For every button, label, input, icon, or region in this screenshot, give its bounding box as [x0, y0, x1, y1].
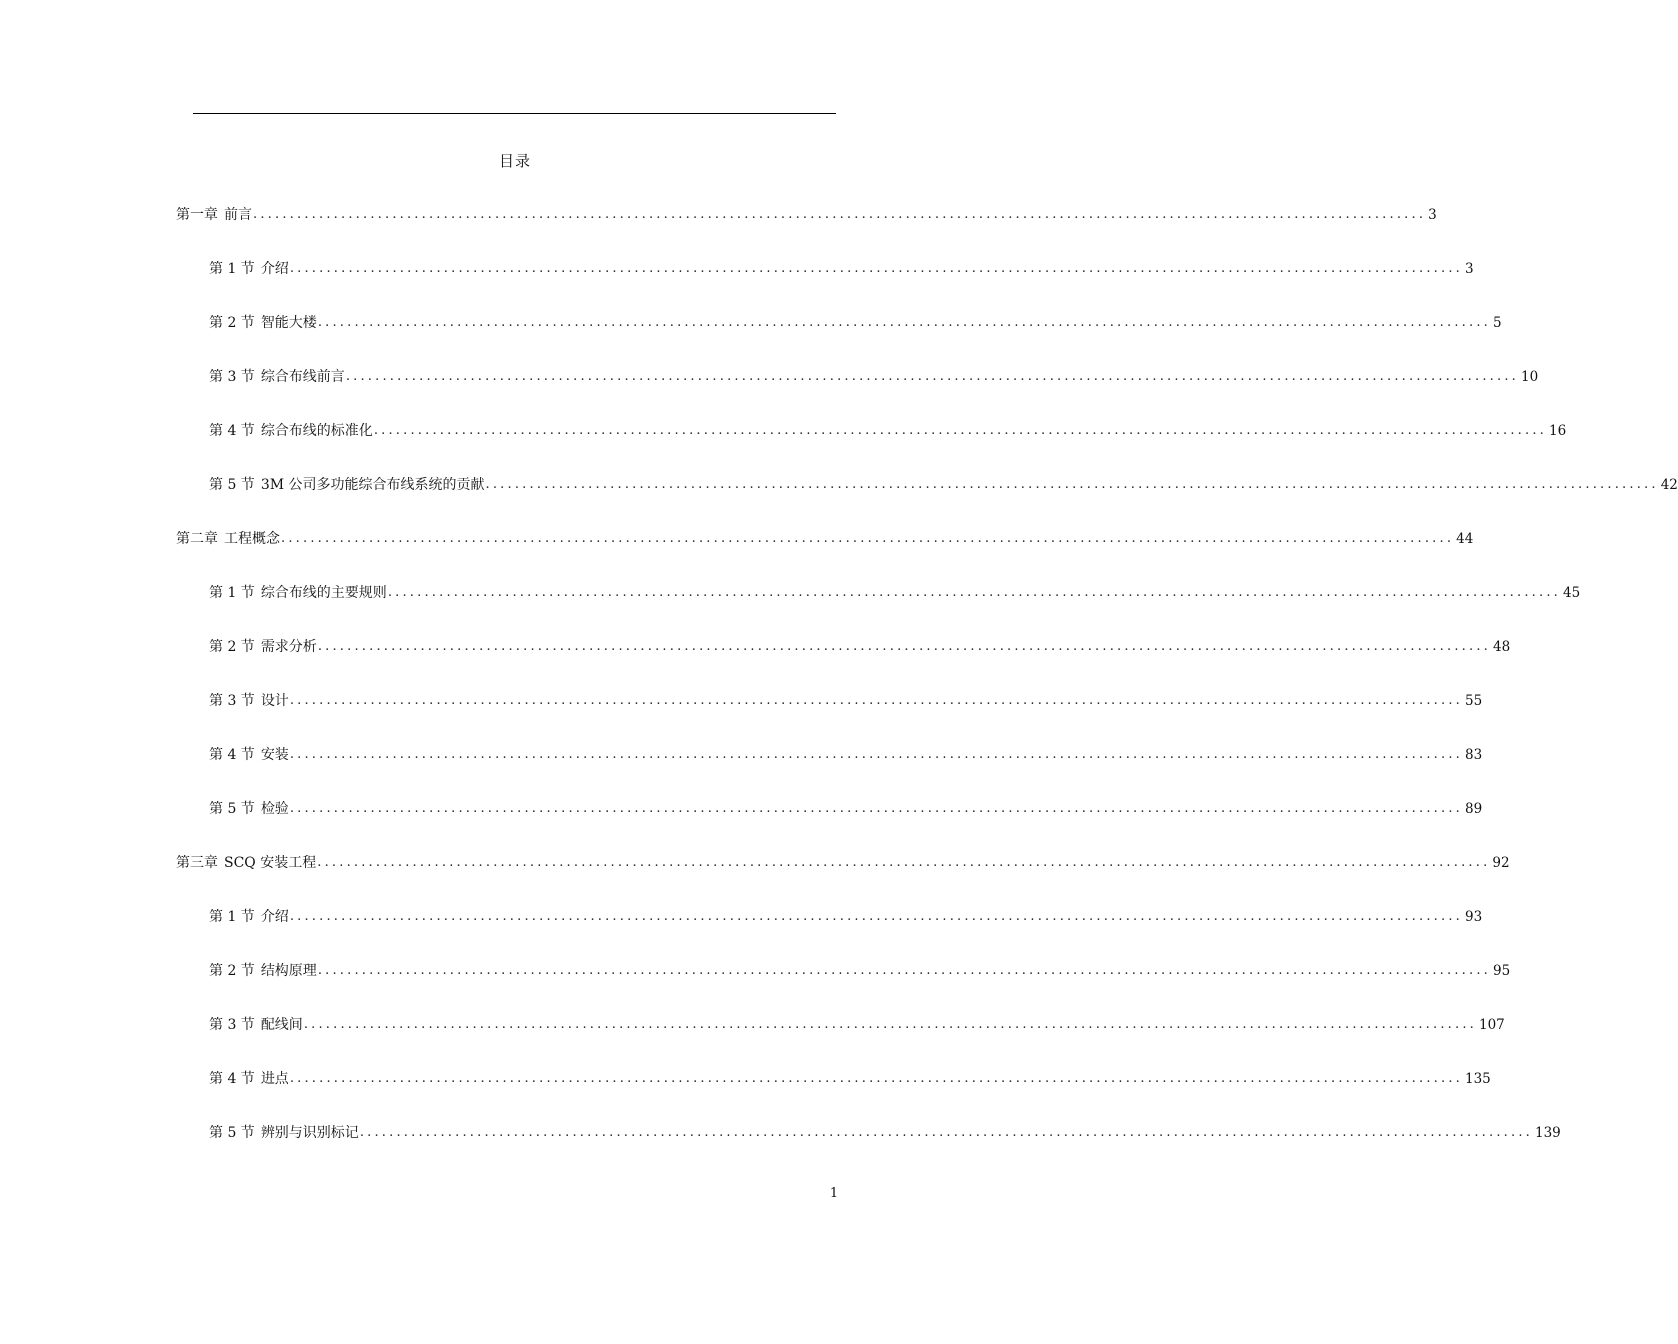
toc-entry-number: 第 1 节 — [209, 909, 255, 925]
toc-entry-label — [209, 636, 317, 658]
toc-entry-page: 135 — [1464, 1071, 1491, 1087]
toc-entry-title: 3M 公司多功能综合布线系统的贡献 — [260, 477, 485, 493]
toc-entry-page: 107 — [1478, 1017, 1505, 1033]
toc-dot-leader: ................................................................................................................................................................ — [373, 423, 1547, 438]
toc-entry-title: 智能大楼 — [260, 315, 317, 331]
toc-entry-label — [209, 906, 289, 928]
toc-section-entry[interactable] — [176, 1068, 1491, 1122]
toc-dot-leader: ................................................................................................................................................................ — [345, 369, 1519, 384]
toc-entry-title: 进点 — [260, 1071, 289, 1087]
toc-entry-page: 48 — [1492, 639, 1511, 655]
toc-entry-page: 93 — [1464, 909, 1483, 925]
toc-entry-number: 第 2 节 — [209, 315, 255, 331]
toc-entry-page: 10 — [1520, 369, 1539, 385]
toc-title: 目录 — [498, 152, 531, 170]
toc-entry-label — [209, 1014, 303, 1036]
toc-entry-title: 配线间 — [260, 1017, 303, 1033]
header-rule — [193, 113, 836, 114]
toc-entry-page: 55 — [1464, 693, 1483, 709]
toc-section-entry[interactable] — [176, 1014, 1505, 1068]
toc-section-entry[interactable] — [176, 420, 1567, 474]
toc-entry-number: 第 4 节 — [209, 1071, 255, 1087]
toc-entry-number: 第 3 节 — [209, 693, 255, 709]
toc-section-entry[interactable] — [176, 474, 1678, 528]
toc-section-entry[interactable] — [176, 1122, 1561, 1176]
toc-entry-page: 44 — [1456, 531, 1474, 547]
toc-entry-label — [209, 474, 485, 496]
toc-entry-page: 5 — [1492, 315, 1502, 331]
toc-entry-title: SCQ 安装工程 — [224, 855, 317, 871]
toc-entry-number: 第 5 节 — [209, 1125, 255, 1141]
toc-entry-number: 第 5 节 — [209, 801, 255, 817]
table-of-contents — [176, 204, 1678, 1176]
toc-entry-label — [209, 312, 317, 334]
toc-entry-number: 第 4 节 — [209, 747, 255, 763]
toc-chapter-entry[interactable] — [176, 852, 1510, 906]
toc-entry-page: 139 — [1534, 1125, 1561, 1141]
toc-entry-label — [209, 366, 345, 388]
toc-entry-number: 第 3 节 — [209, 369, 255, 385]
toc-section-entry[interactable] — [176, 906, 1483, 960]
toc-dot-leader: ................................................................................................................................................................ — [387, 585, 1561, 600]
toc-entry-label — [176, 204, 252, 226]
toc-entry-page: 92 — [1492, 855, 1510, 871]
toc-entry-title: 辨别与识别标记 — [260, 1125, 359, 1141]
toc-entry-number: 第 5 节 — [209, 477, 255, 493]
toc-entry-title: 安装 — [260, 747, 289, 763]
toc-entry-label — [176, 852, 316, 874]
toc-entry-title: 介绍 — [260, 909, 289, 925]
toc-entry-number: 第一章 — [176, 207, 218, 223]
toc-entry-label — [209, 1122, 359, 1144]
toc-entry-page: 16 — [1548, 423, 1567, 439]
toc-dot-leader: ................................................................................................................................................................ — [253, 207, 1427, 222]
toc-entry-number: 第二章 — [176, 531, 218, 547]
toc-entry-number: 第 2 节 — [209, 639, 255, 655]
toc-entry-title: 工程概念 — [224, 531, 280, 547]
toc-dot-leader: ................................................................................................................................................................ — [303, 1017, 1477, 1032]
page-number: 1 — [829, 1186, 839, 1201]
toc-entry-label — [209, 420, 373, 442]
toc-entry-title: 综合布线的标准化 — [260, 423, 373, 439]
toc-section-entry[interactable] — [176, 690, 1483, 744]
toc-entry-page: 95 — [1492, 963, 1511, 979]
toc-entry-title: 需求分析 — [260, 639, 317, 655]
toc-section-entry[interactable] — [176, 582, 1581, 636]
toc-section-entry[interactable] — [176, 366, 1539, 420]
toc-entry-number: 第 3 节 — [209, 1017, 255, 1033]
toc-dot-leader: ................................................................................................................................................................ — [485, 477, 1659, 492]
toc-dot-leader: ................................................................................................................................................................ — [317, 315, 1491, 330]
toc-entry-page: 89 — [1464, 801, 1483, 817]
toc-entry-page: 83 — [1464, 747, 1483, 763]
toc-dot-leader: ................................................................................................................................................................ — [289, 801, 1463, 816]
toc-section-entry[interactable] — [176, 960, 1511, 1014]
toc-entry-title: 介绍 — [260, 261, 289, 277]
toc-entry-page: 42 — [1660, 477, 1678, 493]
toc-entry-title: 检验 — [260, 801, 289, 817]
toc-dot-leader: ................................................................................................................................................................ — [289, 261, 1463, 276]
toc-entry-label — [176, 528, 280, 550]
toc-entry-title: 综合布线的主要规则 — [260, 585, 387, 601]
toc-entry-label — [209, 798, 289, 820]
toc-entry-label — [209, 258, 289, 280]
toc-entry-label — [209, 960, 317, 982]
toc-entry-title: 设计 — [260, 693, 289, 709]
toc-dot-leader: ................................................................................................................................................................ — [289, 747, 1463, 762]
toc-entry-title: 综合布线前言 — [260, 369, 345, 385]
toc-entry-number: 第三章 — [176, 855, 218, 871]
toc-entry-label — [209, 744, 289, 766]
toc-dot-leader: ................................................................................................................................................................ — [359, 1125, 1533, 1140]
toc-section-entry[interactable] — [176, 636, 1511, 690]
toc-entry-page: 3 — [1428, 207, 1437, 223]
toc-dot-leader: ................................................................................................................................................................ — [317, 963, 1491, 978]
toc-entry-title: 前言 — [224, 207, 252, 223]
toc-chapter-entry[interactable] — [176, 528, 1474, 582]
toc-dot-leader: ................................................................................................................................................................ — [289, 1071, 1463, 1086]
toc-entry-label — [209, 1068, 289, 1090]
toc-dot-leader: ................................................................................................................................................................ — [289, 909, 1463, 924]
toc-entry-number: 第 2 节 — [209, 963, 255, 979]
toc-section-entry[interactable] — [176, 798, 1483, 852]
toc-entry-number: 第 1 节 — [209, 261, 255, 277]
toc-entry-number: 第 4 节 — [209, 423, 255, 439]
toc-entry-number: 第 1 节 — [209, 585, 255, 601]
toc-dot-leader: ................................................................................................................................................................ — [289, 693, 1463, 708]
toc-entry-label — [209, 690, 289, 712]
toc-dot-leader: ................................................................................................................................................................ — [317, 639, 1491, 654]
toc-section-entry[interactable] — [176, 258, 1474, 312]
toc-entry-page: 45 — [1562, 585, 1581, 601]
toc-entry-label — [209, 582, 387, 604]
toc-entry-page: 3 — [1464, 261, 1474, 277]
toc-section-entry[interactable] — [176, 312, 1502, 366]
toc-dot-leader: ................................................................................................................................................................ — [281, 531, 1455, 546]
toc-entry-title: 结构原理 — [260, 963, 317, 979]
toc-dot-leader: ................................................................................................................................................................ — [317, 855, 1491, 870]
toc-section-entry[interactable] — [176, 744, 1483, 798]
toc-chapter-entry[interactable] — [176, 204, 1437, 258]
